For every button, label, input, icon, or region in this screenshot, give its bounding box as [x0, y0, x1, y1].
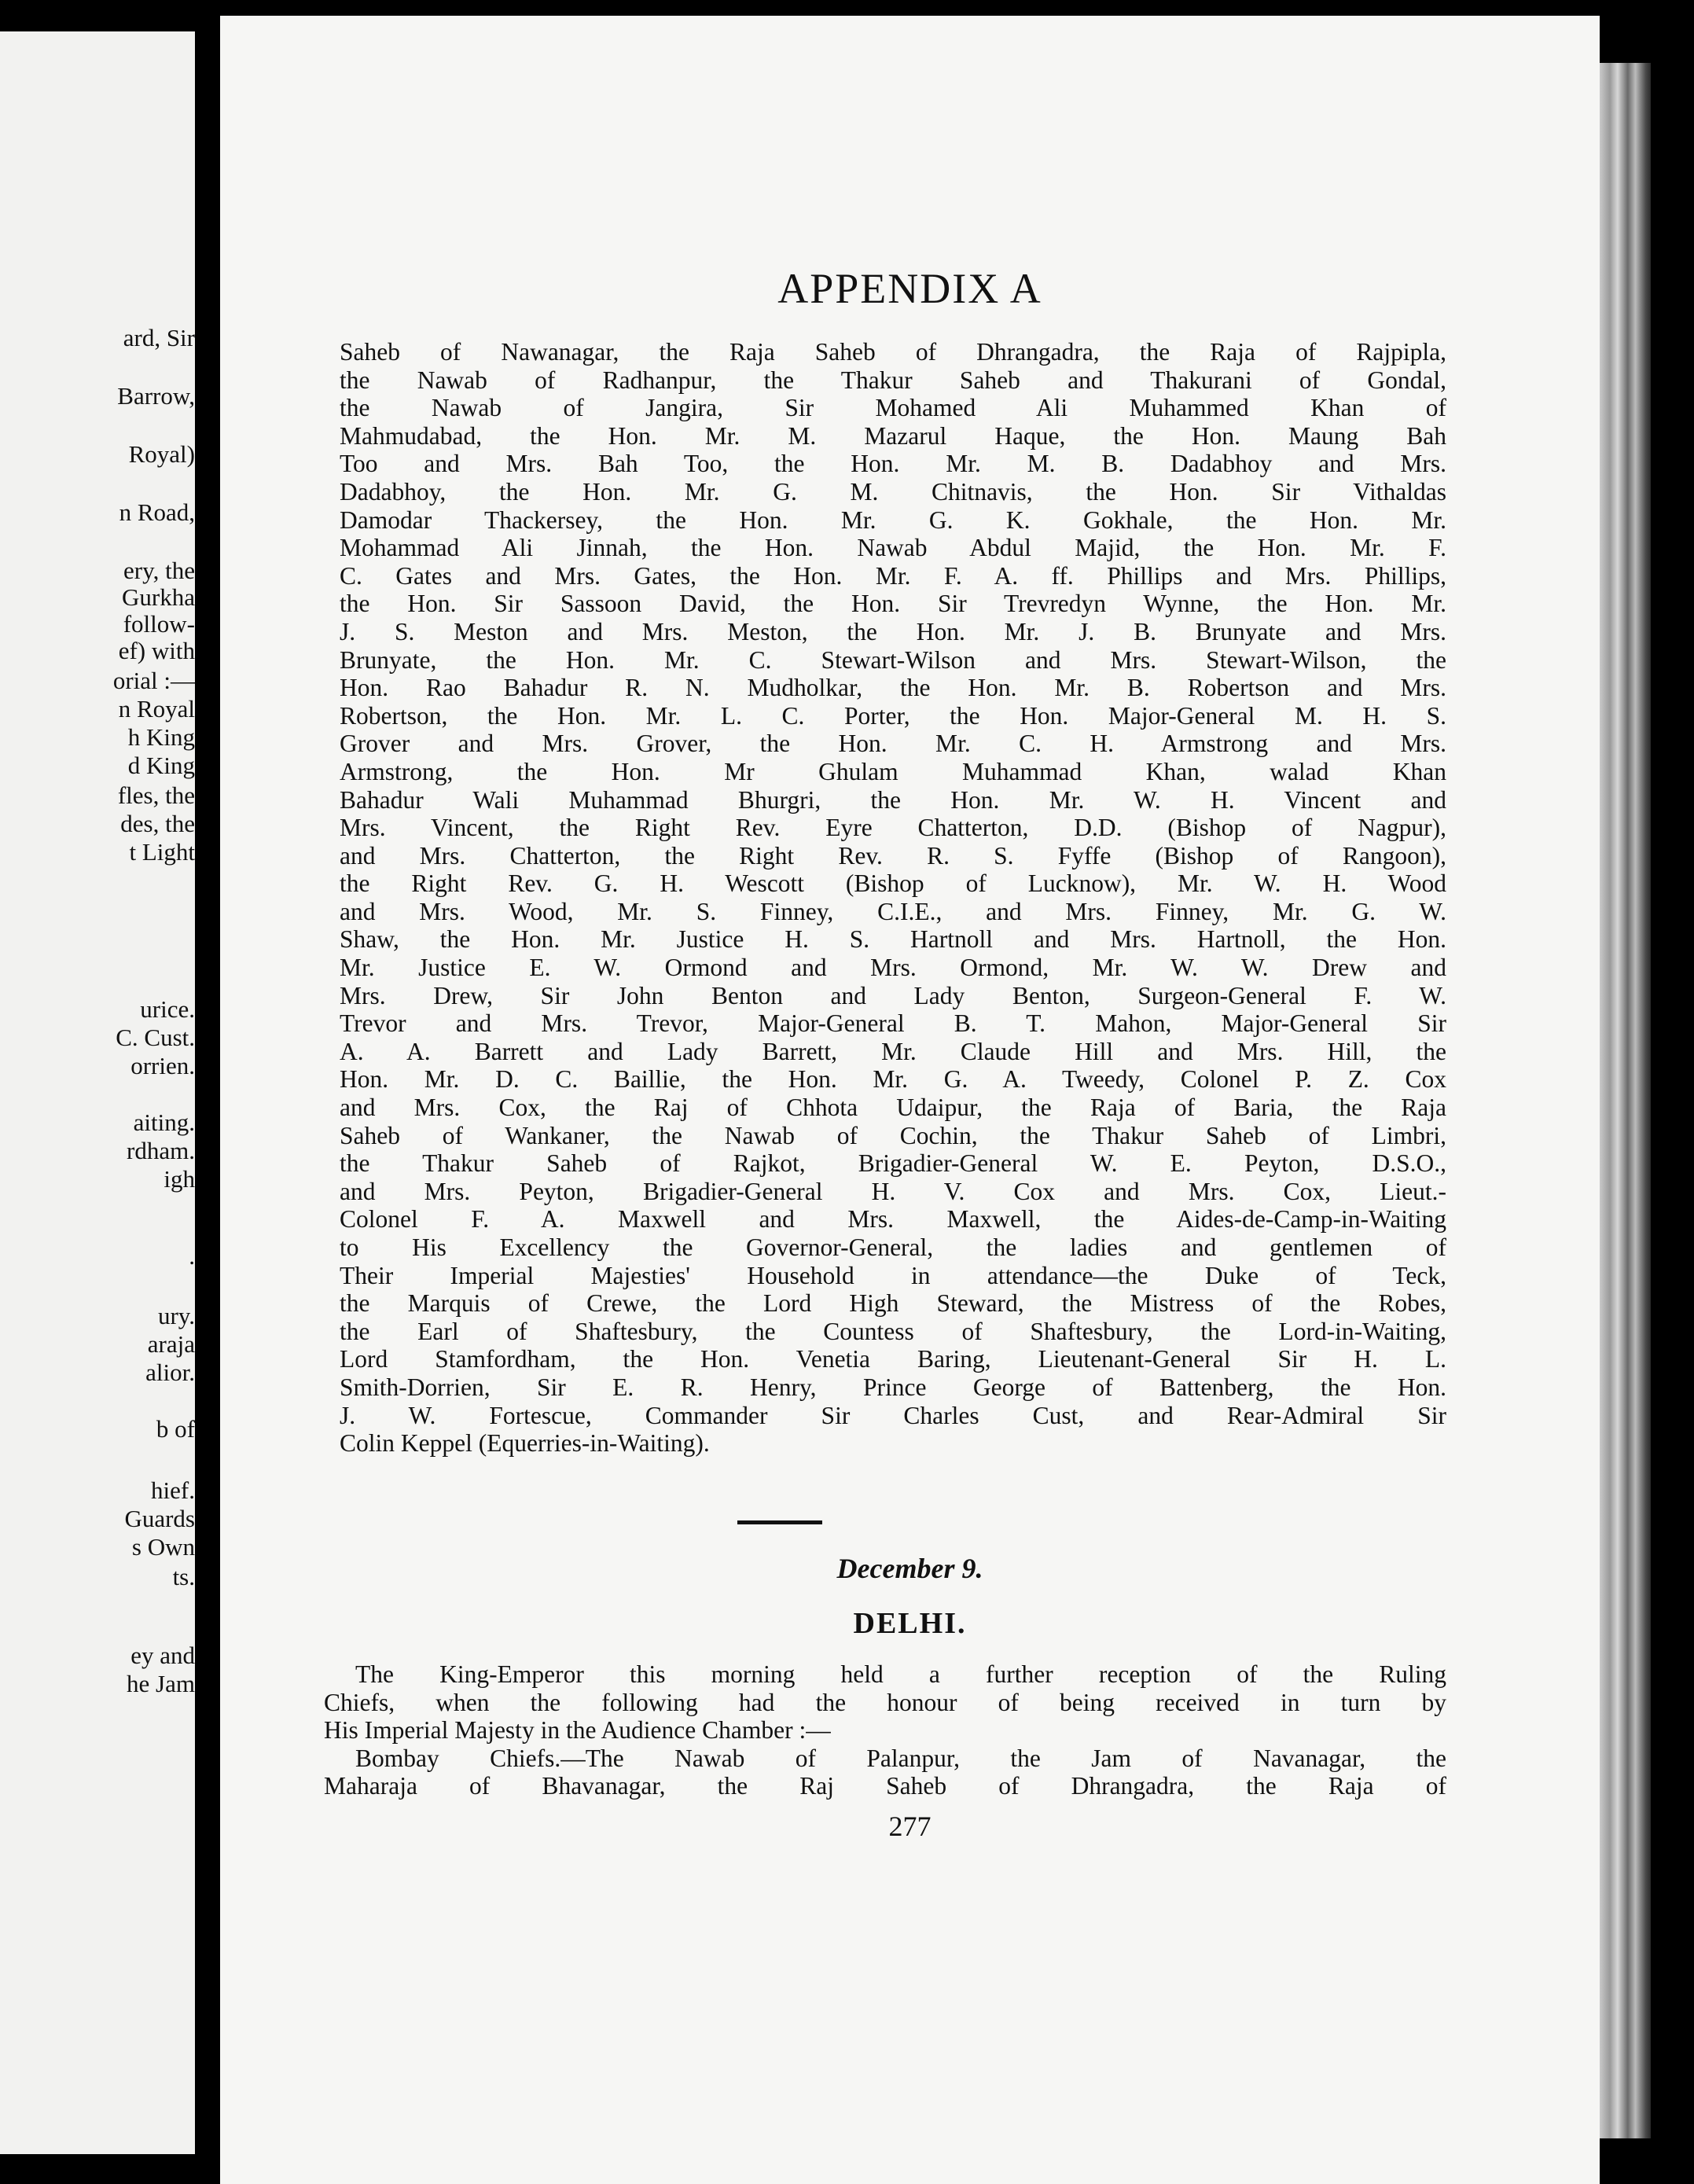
page-number: 277	[888, 1811, 932, 1842]
left-page-line: follow-	[123, 610, 195, 638]
left-page-line: d King	[127, 752, 195, 779]
text-line: the Thakur Saheb of Rajkot, Brigadier-General W. E. Peyton, D.S.O.,	[340, 1149, 1446, 1178]
text-line: Robertson, the Hon. Mr. L. C. Porter, the Hon. Major-General M. H. S.	[340, 701, 1446, 730]
left-page-line: he Jam	[127, 1670, 195, 1697]
text-line: J. S. Meston and Mrs. Meston, the Hon. Mr. J. B. Brunyate and Mrs.	[340, 617, 1446, 645]
left-page-line: rdham.	[127, 1137, 195, 1164]
left-page-line: b of	[156, 1415, 195, 1443]
left-page-line: fles, the	[117, 781, 195, 809]
date-heading: December 9.	[836, 1553, 983, 1584]
text-line: Hon. Mr. D. C. Baillie, the Hon. Mr. G. A. Tweedy, Colonel P. Z. Cox	[340, 1065, 1446, 1094]
text-line: the Nawab of Jangira, Sir Mohamed Ali Muhammed Khan of	[340, 394, 1446, 422]
paragraph-attendees	[340, 338, 1446, 1458]
text-line: Mr. Justice E. W. Ormond and Mrs. Ormond, Mr. W. W. Drew and	[340, 954, 1446, 982]
text-line: the Earl of Shaftesbury, the Countess of Shaftesbury, the Lord-in-Waiting,	[340, 1317, 1446, 1345]
text-line: Lord Stamfordham, the Hon. Venetia Baring, Lieutenant-General Sir H. L.	[340, 1345, 1446, 1373]
left-page-line: ef) with	[118, 637, 195, 664]
place-heading: DELHI.	[853, 1607, 967, 1640]
text-line: His Imperial Majesty in the Audience Chamber :—	[324, 1716, 831, 1745]
left-page-line: ts.	[172, 1563, 195, 1590]
left-page-line: ey and	[130, 1642, 195, 1669]
left-page-line: C. Cust.	[116, 1024, 195, 1051]
text-line: Their Imperial Majesties' Household in attendance—the Duke of Teck,	[340, 1261, 1446, 1289]
text-line: Dadabhoy, the Hon. Mr. G. M. Chitnavis, the Hon. Sir Vithaldas	[340, 477, 1446, 506]
facing-left-page	[0, 31, 195, 2154]
text-line: Mrs. Vincent, the Right Rev. Eyre Chatterton, D.D. (Bishop of Nagpur),	[340, 814, 1446, 842]
text-line: Saheb of Wankaner, the Nawab of Cochin, the Thakur Saheb of Limbri,	[340, 1121, 1446, 1149]
text-line: Armstrong, the Hon. Mr Ghulam Muhammad Khan, walad Khan	[340, 757, 1446, 785]
text-line: C. Gates and Mrs. Gates, the Hon. Mr. F. A. ff. Phillips and Mrs. Phillips,	[340, 561, 1446, 590]
left-page-line: hief.	[151, 1476, 195, 1504]
left-page-line: Guards	[124, 1505, 195, 1532]
text-line: Colin Keppel (Equerries-in-Waiting).	[340, 1429, 710, 1458]
text-line: Colonel F. A. Maxwell and Mrs. Maxwell, the Aides-de-Camp-in-Waiting	[340, 1205, 1446, 1234]
text-line: and Mrs. Peyton, Brigadier-General H. V. Cox and Mrs. Cox, Lieut.-	[340, 1177, 1446, 1205]
text-line: Bombay Chiefs.—The Nawab of Palanpur, the Jam of Navanagar, the	[355, 1744, 1446, 1772]
left-page-line: .	[189, 1242, 195, 1270]
text-line: Mrs. Drew, Sir John Benton and Lady Benton, Surgeon-General F. W.	[340, 981, 1446, 1009]
text-line: the Marquis of Crewe, the Lord High Steward, the Mistress of the Robes,	[340, 1289, 1446, 1318]
text-line: Saheb of Nawanagar, the Raja Saheb of Dhrangadra, the Raja of Rajpipla,	[340, 338, 1446, 366]
left-page-line: des, the	[120, 810, 195, 837]
text-line: the Right Rev. G. H. Wescott (Bishop of Lucknow), Mr. W. H. Wood	[340, 870, 1446, 898]
text-line: Bahadur Wali Muhammad Bhurgri, the Hon. Mr. W. H. Vincent and	[340, 785, 1446, 814]
text-line: Hon. Rao Bahadur R. N. Mudholkar, the Hon. Mr. B. Robertson and Mrs.	[340, 674, 1446, 702]
text-line: the Nawab of Radhanpur, the Thakur Saheb and Thakurani of Gondal,	[340, 366, 1446, 394]
text-line: and Mrs. Wood, Mr. S. Finney, C.I.E., and Mrs. Finney, Mr. G. W.	[340, 897, 1446, 925]
left-page-line: ard, Sir	[123, 324, 195, 351]
book-gutter	[195, 0, 220, 2184]
text-line: The King-Emperor this morning held a further reception of the Ruling	[355, 1660, 1446, 1688]
text-line: Smith-Dorrien, Sir E. R. Henry, Prince George of Battenberg, the Hon.	[340, 1373, 1446, 1401]
text-line: Shaw, the Hon. Mr. Justice H. S. Hartnoll and Mrs. Hartnoll, the Hon.	[340, 925, 1446, 954]
left-page-line: h King	[127, 723, 195, 751]
text-line: Mohammad Ali Jinnah, the Hon. Nawab Abdul Majid, the Hon. Mr. F.	[340, 534, 1446, 562]
left-page-line: alior.	[145, 1359, 195, 1386]
left-page-line: t Light	[129, 838, 195, 866]
text-line: Trevor and Mrs. Trevor, Major-General B. T. Mahon, Major-General Sir	[340, 1009, 1446, 1038]
left-page-line: orial :—	[112, 667, 195, 694]
left-page-line: Barrow,	[117, 382, 195, 410]
text-line: the Hon. Sir Sassoon David, the Hon. Sir Trevredyn Wynne, the Hon. Mr.	[340, 590, 1446, 618]
text-line: Mahmudabad, the Hon. Mr. M. Mazarul Haque, the Hon. Maung Bah	[340, 421, 1446, 450]
left-page-line: araja	[147, 1330, 195, 1358]
book-page	[220, 16, 1600, 2184]
left-page-line: Royal)	[128, 440, 195, 468]
left-page-line: Gurkha	[122, 583, 195, 611]
paragraph-reception	[324, 1660, 1446, 1800]
text-line: and Mrs. Chatterton, the Right Rev. R. S. Fyffe (Bishop of Rangoon),	[340, 841, 1446, 870]
section-divider	[737, 1520, 822, 1524]
left-page-line: aiting.	[133, 1109, 195, 1136]
left-page-line: n Road,	[119, 498, 195, 526]
text-line: A. A. Barrett and Lady Barrett, Mr. Claude Hill and Mrs. Hill, the	[340, 1037, 1446, 1065]
left-page-line: orrien.	[130, 1052, 195, 1079]
text-line: and Mrs. Cox, the Raj of Chhota Udaipur, the Raja of Baria, the Raja	[340, 1094, 1446, 1122]
text-line: Damodar Thackersey, the Hon. Mr. G. K. Gokhale, the Hon. Mr.	[340, 506, 1446, 534]
left-page-line: urice.	[140, 995, 195, 1023]
left-page-line: n Royal	[118, 695, 195, 722]
text-line: Chiefs, when the following had the honour of being received in turn by	[324, 1688, 1446, 1716]
text-line: to His Excellency the Governor-General, the ladies and gentlemen of	[340, 1234, 1446, 1261]
text-line: Brunyate, the Hon. Mr. C. Stewart-Wilson and Mrs. Stewart-Wilson, the	[340, 645, 1446, 674]
text-line: Too and Mrs. Bah Too, the Hon. Mr. M. B. Dadabhoy and Mrs.	[340, 450, 1446, 478]
text-line: Grover and Mrs. Grover, the Hon. Mr. C. H. Armstrong and Mrs.	[340, 730, 1446, 758]
left-page-line: ury.	[157, 1302, 195, 1329]
left-page-line: ery, the	[123, 557, 195, 584]
page-edges	[1600, 63, 1651, 2138]
left-page-line: s Own	[131, 1533, 195, 1561]
text-line: J. W. Fortescue, Commander Sir Charles Cust, and Rear-Admiral Sir	[340, 1401, 1446, 1429]
page-title: APPENDIX A	[777, 265, 1042, 312]
text-line: Maharaja of Bhavanagar, the Raj Saheb of Dhrangadra, the Raja of	[324, 1772, 1446, 1800]
left-page-line: igh	[164, 1165, 195, 1193]
